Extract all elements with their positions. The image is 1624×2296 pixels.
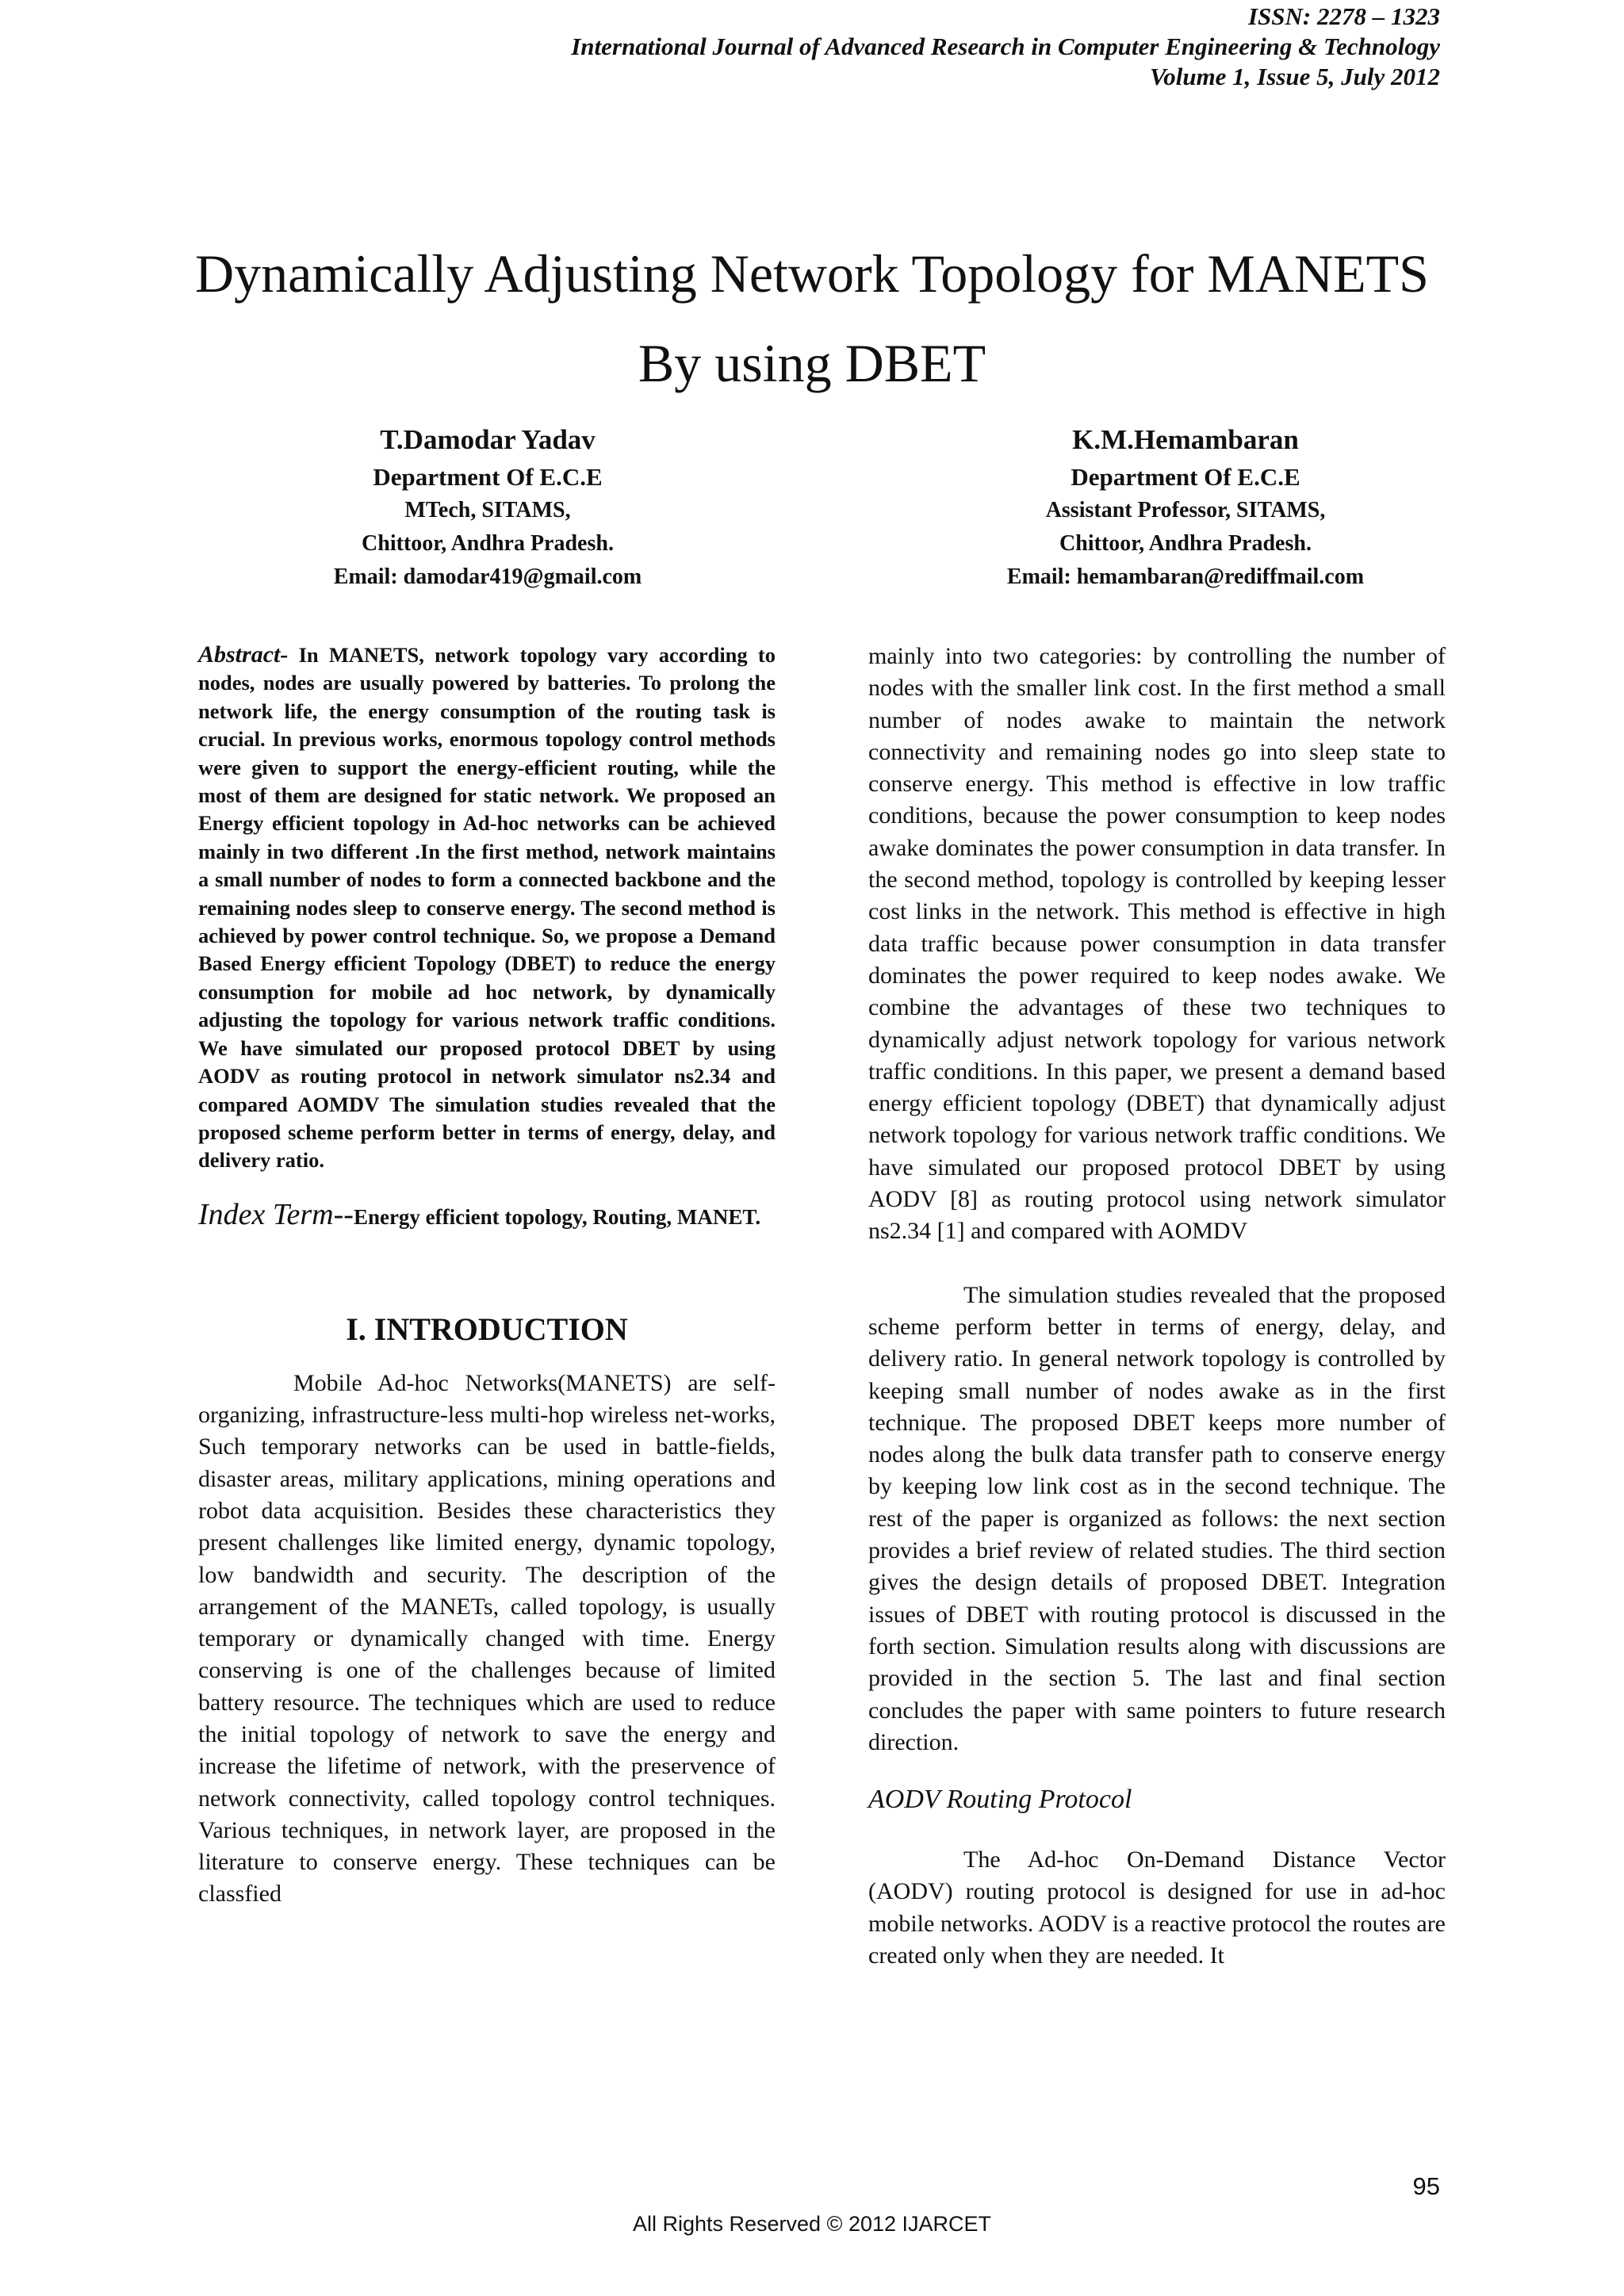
paper-title-line2: By using DBET xyxy=(638,333,986,393)
author-department: Department Of E.C.E xyxy=(373,463,603,491)
author-position: MTech, SITAMS, xyxy=(404,498,571,522)
paper-title-line1: Dynamically Adjusting Network Topology for MANETS xyxy=(195,243,1429,304)
author-position: Assistant Professor, SITAMS, xyxy=(1045,498,1326,522)
introduction-paragraph-2: The simulation studies revealed that the proposed scheme perform better in terms of energy, delay, and delivery ratio. In general network topology is controlled by keeping small number of nodes awake as in the first technique. The proposed DBET keeps more number of nodes along the bulk data transfer path to conserve energy by keeping low link cost as in the second technique. The rest of the paper is organized as follows: the next section provides a brief review of related studies. The third section gives the design details of proposed DBET. Integration issues of DBET with routing protocol is discussed in the forth section. Simulation results along with discussions are provided in the section 5. The last and final section concludes the paper with same pointers to future research direction. xyxy=(868,1281,1446,1755)
right-column xyxy=(868,641,1446,1972)
copyright-footer: All Rights Reserved © 2012 IJARCET xyxy=(632,2212,992,2236)
introduction-paragraph: Mobile Ad-hoc Networks(MANETS) are self-organizing, infrastructure-less multi-hop wireless net-works, Such temporary networks can be used in battle-fields, disaster areas, military applications, mining operations and robot data acquisition. Besides these characteristics they present challenges like limited energy, dynamic topology, low bandwidth and security. The description of the arrangement of the MANETs, called topology, is usually temporary or dynamically changed with time. Energy conserving is one of the challenges because of limited battery resource. The techniques which are used to reduce the initial topology of network to save the energy and increase the lifetime of network, with the preservence of network connectivity, called topology control techniques. Various techniques, in network layer, are proposed in the literature to conserve energy. These techniques can be classfied xyxy=(198,1369,776,1908)
introduction-paragraph-continued: mainly into two categories: by controlling the number of nodes with the smaller link cost. In the first method a small number of nodes awake to maintain the network connectivity and remaining nodes go into sleep state to conserve energy. This method is effective in low traffic conditions, because the power consumption to keep nodes awake dominates the power consumption in data transfer. In the second method, topology is controlled by keeping lesser cost links in the network. This method is effective in high data traffic because power consumption in data transfer dominates the power required to keep nodes awake. We combine the advantages of these two techniques to dynamically adjust network topology for various network traffic conditions. In this paper, we present a demand based energy efficient topology (DBET) that dynamically adjust network topology for various network traffic conditions. We have simulated our proposed protocol DBET by using AODV [8] as routing protocol using network simulator ns2.34 [1] and compared with AOMDV xyxy=(868,643,1446,1245)
index-terms-lead: Index Term-- xyxy=(198,1197,354,1231)
abstract xyxy=(198,641,776,1175)
aodv-paragraph: The Ad-hoc On-Demand Distance Vector (AODV) routing protocol is designed for use in ad-hoc mobile networks. AODV is a reactive protocol the routes are created only when they are needed. It xyxy=(868,1846,1446,1969)
page-number: 95 xyxy=(1412,2172,1440,2200)
introduction-heading: I. INTRODUCTION xyxy=(346,1311,628,1347)
journal-name-header: International Journal of Advanced Research in Computer Engineering & Technology xyxy=(571,33,1440,60)
author-block-1 xyxy=(198,420,777,594)
abstract-lead: Abstract- xyxy=(198,641,289,668)
author-location: Chittoor, Andhra Pradesh. xyxy=(362,531,614,556)
volume-header: Volume 1, Issue 5, July 2012 xyxy=(1149,63,1440,90)
author-block-2 xyxy=(896,420,1475,594)
author-location: Chittoor, Andhra Pradesh. xyxy=(1059,531,1312,556)
author-email: Email: damodar419@gmail.com xyxy=(333,564,642,589)
author-department: Department Of E.C.E xyxy=(1071,463,1300,491)
index-terms xyxy=(198,1199,776,1233)
abstract-text: In MANETS, network topology vary according to nodes, nodes are usually powered by batteries. To prolong the network life, the energy consumption of the routing task is crucial. In previous works, enormous topology control methods were given to support the energy-efficient routing, while the most of them are designed for static network. We proposed an Energy efficient topology in Ad-hoc networks can be achieved mainly in two different .In the first method, network maintains a small number of nodes to form a connected backbone and the remaining nodes sleep to conserve energy. The second method is achieved by power control technique. So, we propose a Demand Based Energy efficient Topology (DBET) to reduce the energy consumption for mobile ad hoc network, by dynamically adjusting the topology for various network traffic conditions. We have simulated our proposed protocol DBET by using AODV as routing protocol in network simulator ns2.34 and compared AOMDV The simulation studies revealed that the proposed scheme perform better in terms of energy, delay, and delivery ratio. xyxy=(198,643,776,1173)
author-email: Email: hemambaran@rediffmail.com xyxy=(1006,564,1365,589)
author-name: K.M.Hemambaran xyxy=(1072,424,1299,455)
issn-header: ISSN: 2278 – 1323 xyxy=(1247,2,1440,30)
index-terms-text: Energy efficient topology, Routing, MANET. xyxy=(353,1204,761,1229)
left-column xyxy=(198,641,776,1911)
aodv-heading: AODV Routing Protocol xyxy=(868,1785,1132,1815)
author-name: T.Damodar Yadav xyxy=(380,424,596,455)
